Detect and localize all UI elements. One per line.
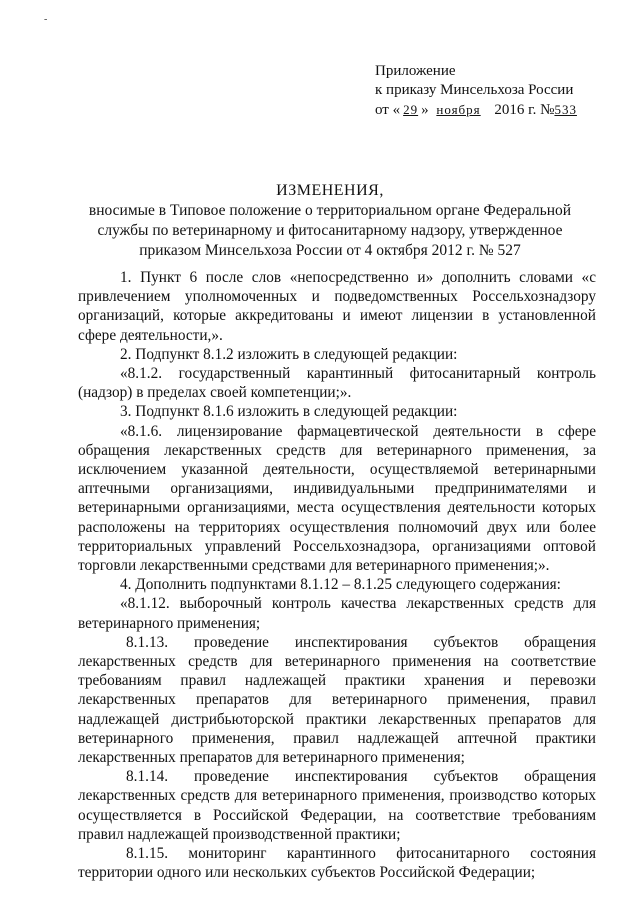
- appendix-order-ref: к приказу Минсельхоза России: [375, 82, 574, 98]
- paragraph-1: 1. Пункт 6 после слов «непосредственно и» дополнить словами «с привлечением уполномоченных и подведомственных Россельхознадзору организаций, которые аккредитованы и имеют лицензии в установленной сфере деятельности,».: [78, 269, 596, 344]
- paragraph-5: «8.1.6. лицензирование фармацевтической деятельности в сфере обращения лекарственных средств для ветеринарного применения, за исключением указанной деятельности, осуществляемой ветеринарными аптечными организациями, индивидуальными предпринимателями и ветеринарными организациями, места осуществления деятельности которых расположены на территориях осуществления полномочий двух или более территориальных управлений Россельхознадзора, организациями оптовой торговли лекарственными средствами для ветеринарного применения;».: [78, 422, 596, 575]
- appendix-date-line: [375, 100, 577, 120]
- paragraph-4: 3. Подпункт 8.1.6 изложить в следующей редакции:: [120, 403, 458, 421]
- document-heading: [70, 181, 590, 261]
- corner-mark: -: [44, 14, 48, 25]
- date-day-suffix: »: [421, 102, 429, 118]
- paragraph-2: 2. Подпункт 8.1.2 изложить в следующей редакции:: [120, 345, 458, 363]
- paragraph-7: «8.1.12. выборочный контроль качества лекарственных средств для ветеринарного применения;: [78, 595, 596, 632]
- appendix-label: Приложение: [375, 63, 456, 79]
- appendix-block: [375, 62, 577, 120]
- paragraph-6: 4. Дополнить подпунктами 8.1.12 – 8.1.25 следующего содержания:: [120, 576, 561, 594]
- document-subtitle: вносимые в Типовое положение о территориальном органе Федеральной службы по ветеринарному и фитосанитарному надзору, утвержденное приказом Минсельхоза России от 4 октября 2012 г. № 527: [88, 202, 572, 259]
- date-year-number: 2016 г. №: [494, 102, 555, 118]
- document-title: ИЗМЕНЕНИЯ,: [276, 182, 384, 199]
- document-body: [78, 268, 596, 883]
- paragraph-8: 8.1.13. проведение инспектирования субъектов обращения лекарственных средств для ветеринарного применения на соответствие требованиям правил надлежащей практики хранения и перевозки лекарственных препаратов для ветеринарного применения, правил надлежащей дистрибьюторской практики лекарственных препаратов для ветеринарного применения, правил надлежащей аптечной практики лекарственных препаратов для ветеринарного применения;: [78, 633, 596, 767]
- paragraph-10: 8.1.15. мониторинг карантинного фитосанитарного состояния территории одного или нескольких субъектов Российской Федерации;: [78, 845, 596, 882]
- paragraph-3: «8.1.2. государственный карантинный фитосанитарный контроль (надзор) в пределах своей компетенции;».: [78, 365, 596, 402]
- order-number: 533: [554, 102, 577, 117]
- date-month: ноября: [436, 102, 481, 117]
- date-prefix: от «: [375, 102, 401, 118]
- paragraph-9: 8.1.14. проведение инспектирования субъектов обращения лекарственных средств для ветеринарного применения, производство которых осуществляется в Российской Федерации, на соответствие требованиям правил надлежащей производственной практики;: [78, 768, 596, 843]
- date-day: 29: [403, 102, 419, 117]
